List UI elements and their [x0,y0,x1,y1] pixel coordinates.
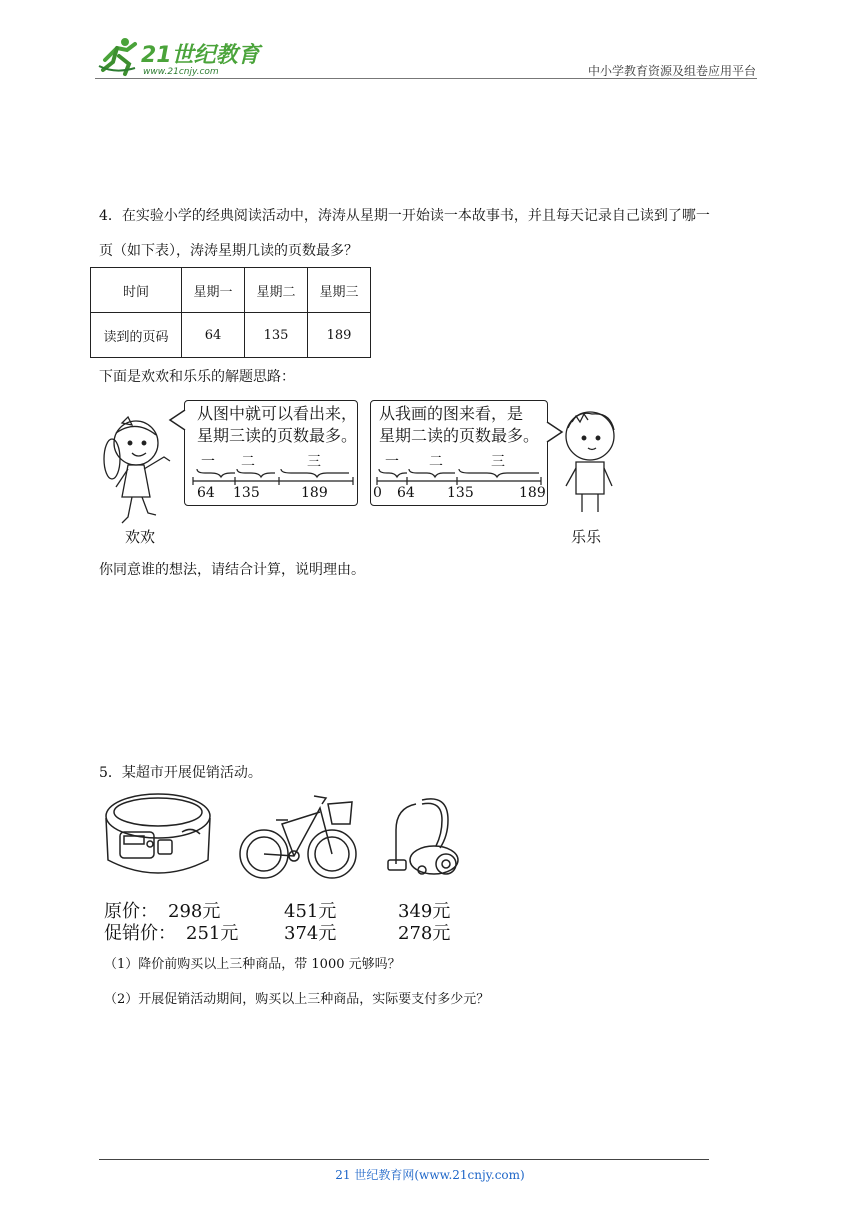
tick-label: 189 [519,485,546,501]
table-row [91,313,371,358]
boy-illustration [556,408,622,518]
lele-speech-bubble [370,400,548,506]
original-price: 349元 [398,901,451,922]
sale-price-label: 促销价： [104,923,176,944]
tick-label: 64 [197,485,215,501]
footer-link[interactable]: 21 世纪教育网(www.21cnjy.com) [335,1168,525,1182]
q4-question: 你同意谁的想法，请结合计算，说明理由。 [99,562,365,578]
sale-price: 278元 [398,923,451,944]
q4-line2: 页（如下表），涛涛星期几读的页数最多？ [99,243,358,259]
table-cell: 135 [245,313,308,358]
bicycle-illustration [236,790,358,882]
platform-name: 中小学教育资源及组卷应用平台 [587,64,756,78]
tick-label: 135 [447,485,474,501]
table-cell: 读到的页码 [91,313,182,358]
footer-divider [99,1159,709,1160]
q5-sub2: （2）开展促销活动期间，购买以上三种商品，实际要支付多少元？ [104,992,490,1007]
day-label: 二 [429,454,443,470]
sale-price: 374元 [284,923,337,944]
lele-line1: 从我画的图来看，是 [379,404,524,423]
table-cell: 星期一 [182,268,245,313]
reading-table [90,267,371,358]
huanhuan-bar-diagram [191,465,355,487]
tick-label: 135 [233,485,260,501]
table-cell: 189 [308,313,371,358]
site-logo [95,34,265,78]
huanhuan-speech-bubble [184,400,358,506]
lele-line2: 星期二读的页数最多。 [379,426,540,445]
table-cell: 时间 [91,268,182,313]
q5-title: 5．某超市开展促销活动。 [99,765,262,781]
bubble-pointer [168,408,188,432]
tick-label: 189 [301,485,328,501]
svg-text:www.21cnjy.com: www.21cnjy.com [143,67,219,77]
svg-text:21世纪教育: 21世纪教育 [141,43,260,68]
table-cell: 星期二 [245,268,308,313]
table-row [91,268,371,313]
lele-name: 乐乐 [571,528,602,546]
bicycle-icon [236,790,358,882]
original-price: 451元 [284,901,337,922]
day-label: 一 [385,454,399,470]
day-label: 二 [241,454,255,470]
original-price: 298元 [168,901,221,922]
q5-sub1: （1）降价前购买以上三种商品，带 1000 元够吗？ [104,957,401,972]
runner-icon [99,38,135,74]
table-cell: 星期三 [308,268,371,313]
vacuum-cleaner-illustration [386,790,466,882]
rice-cooker-illustration [102,790,214,882]
day-label: 三 [491,454,505,470]
day-label: 三 [307,454,321,470]
q4-line1: 4．在实验小学的经典阅读活动中，涛涛从星期一开始读一本故事书，并且每天记录自己读到了哪一 [99,208,710,224]
tick-label: 64 [397,485,415,501]
day-label: 一 [201,454,215,470]
header-divider [95,78,757,79]
huanhuan-line2: 星期三读的页数最多。 [197,426,358,445]
lele-bar-diagram [375,465,545,487]
table-cell: 64 [182,313,245,358]
original-price-label: 原价： [104,901,158,922]
tick-label: 0 [373,485,382,501]
sale-price: 251元 [186,923,239,944]
huanhuan-line1: 从图中就可以看出来， [197,404,358,423]
q4-intro: 下面是欢欢和乐乐的解题思路： [99,369,295,385]
huanhuan-name: 欢欢 [125,528,156,546]
boy-icon [556,408,622,518]
rice-cooker-icon [102,790,214,882]
vacuum-cleaner-icon [386,790,466,882]
